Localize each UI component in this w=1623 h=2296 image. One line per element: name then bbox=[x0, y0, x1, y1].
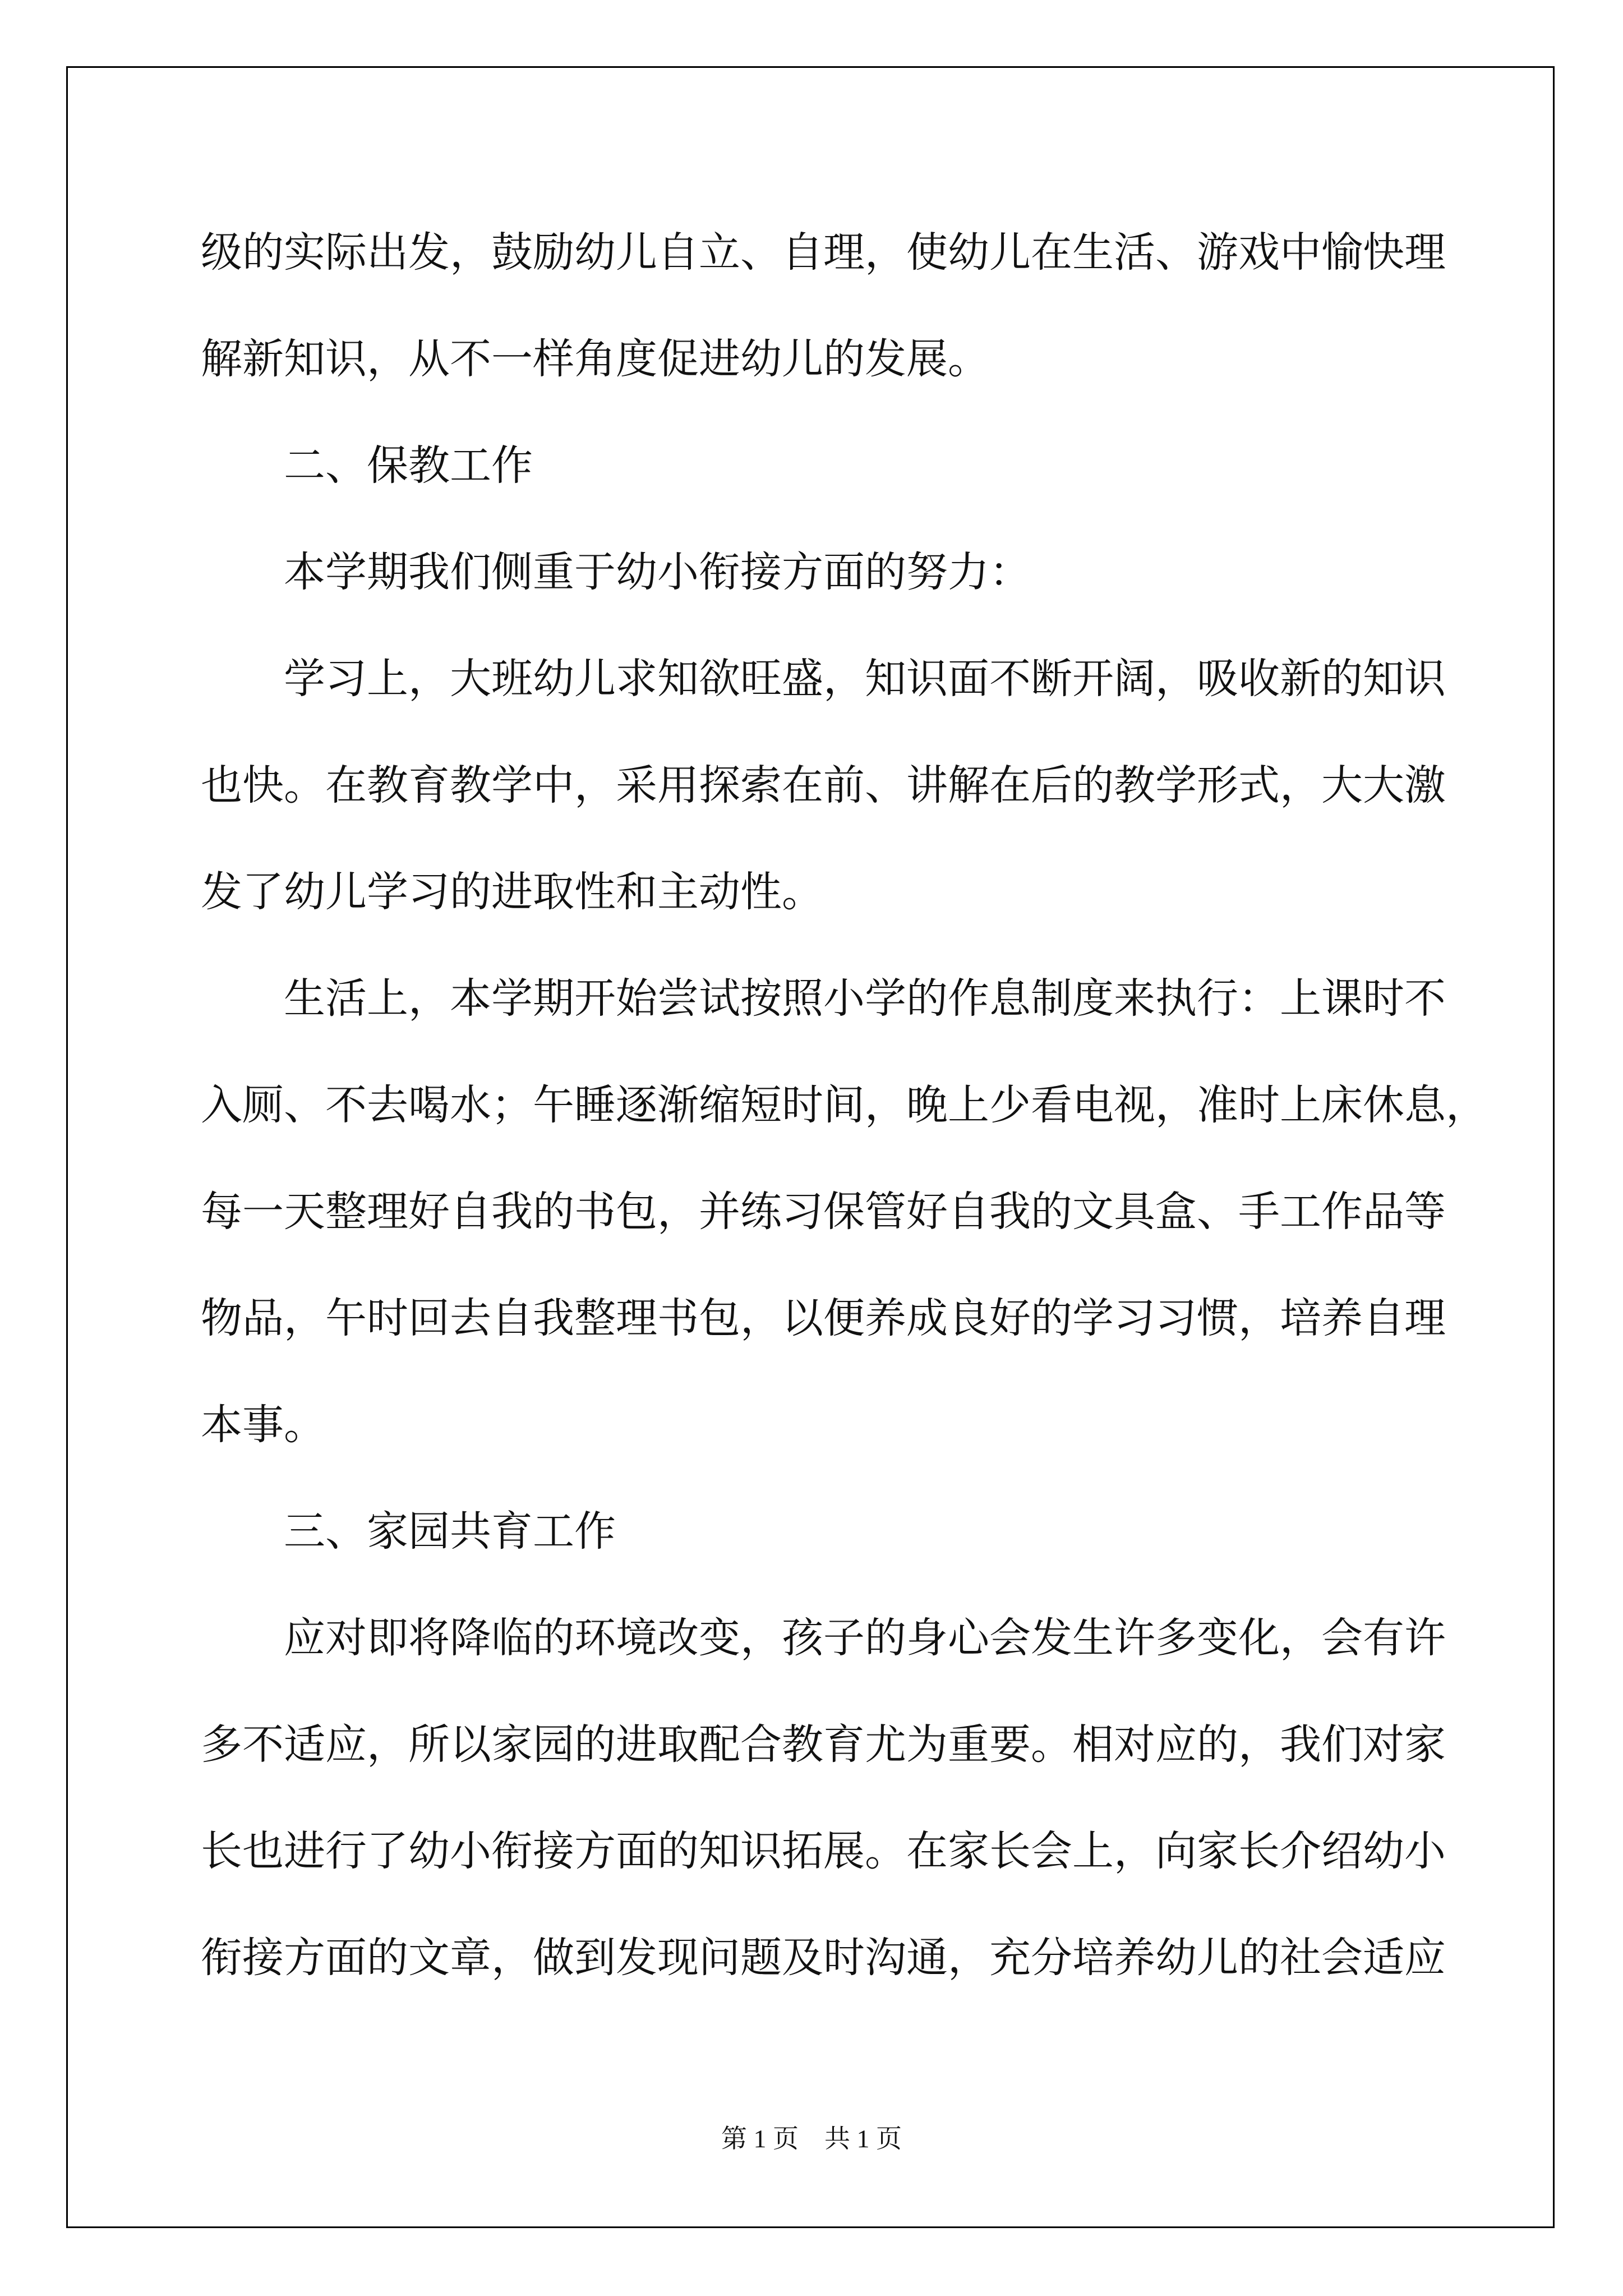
text-line: 发了幼儿学习的进取性和主动性。 bbox=[201, 868, 823, 916]
text-line: 入厕、不去喝水；午睡逐渐缩短时间，晚上少看电视，准时上床休息， bbox=[201, 1081, 1487, 1129]
text-line: 多不适应，所以家园的进取配合教育尤为重要。相对应的，我们对家 bbox=[201, 1720, 1446, 1769]
text-line: 应对即将降临的环境改变，孩子的身心会发生许多变化，会有许 bbox=[284, 1614, 1446, 1662]
document-body bbox=[201, 219, 1487, 2031]
text-line: 也快。在教育教学中，采用探索在前、讲解在后的教学形式，大大激 bbox=[201, 761, 1446, 809]
text-line: 二、保教工作 bbox=[284, 441, 533, 490]
text-line: 生活上，本学期开始尝试按照小学的作息制度来执行：上课时不 bbox=[284, 974, 1446, 1023]
text-line: 解新知识，从不一样角度促进幼儿的发展。 bbox=[201, 335, 989, 383]
text-line: 三、家园共育工作 bbox=[284, 1507, 616, 1556]
text-line: 每一天整理好自我的书包，并练习保管好自我的文具盒、手工作品等 bbox=[201, 1188, 1446, 1236]
text-line: 长也进行了幼小衔接方面的知识拓展。在家长会上，向家长介绍幼小 bbox=[201, 1827, 1446, 1875]
page-footer: 第 1 页 共 1 页 bbox=[721, 2124, 902, 2153]
text-line: 本事。 bbox=[201, 1401, 325, 1449]
text-line: 衔接方面的文章，做到发现问题及时沟通，充分培养幼儿的社会适应 bbox=[201, 1934, 1446, 1982]
text-line: 物品，午时回去自我整理书包，以便养成良好的学习习惯，培养自理 bbox=[201, 1294, 1446, 1342]
text-line: 本学期我们侧重于幼小衔接方面的努力： bbox=[284, 548, 1031, 596]
text-line: 学习上，大班幼儿求知欲旺盛，知识面不断开阔，吸收新的知识 bbox=[284, 655, 1446, 703]
text-line: 级的实际出发，鼓励幼儿自立、自理，使幼儿在生活、游戏中愉快理 bbox=[201, 228, 1446, 277]
